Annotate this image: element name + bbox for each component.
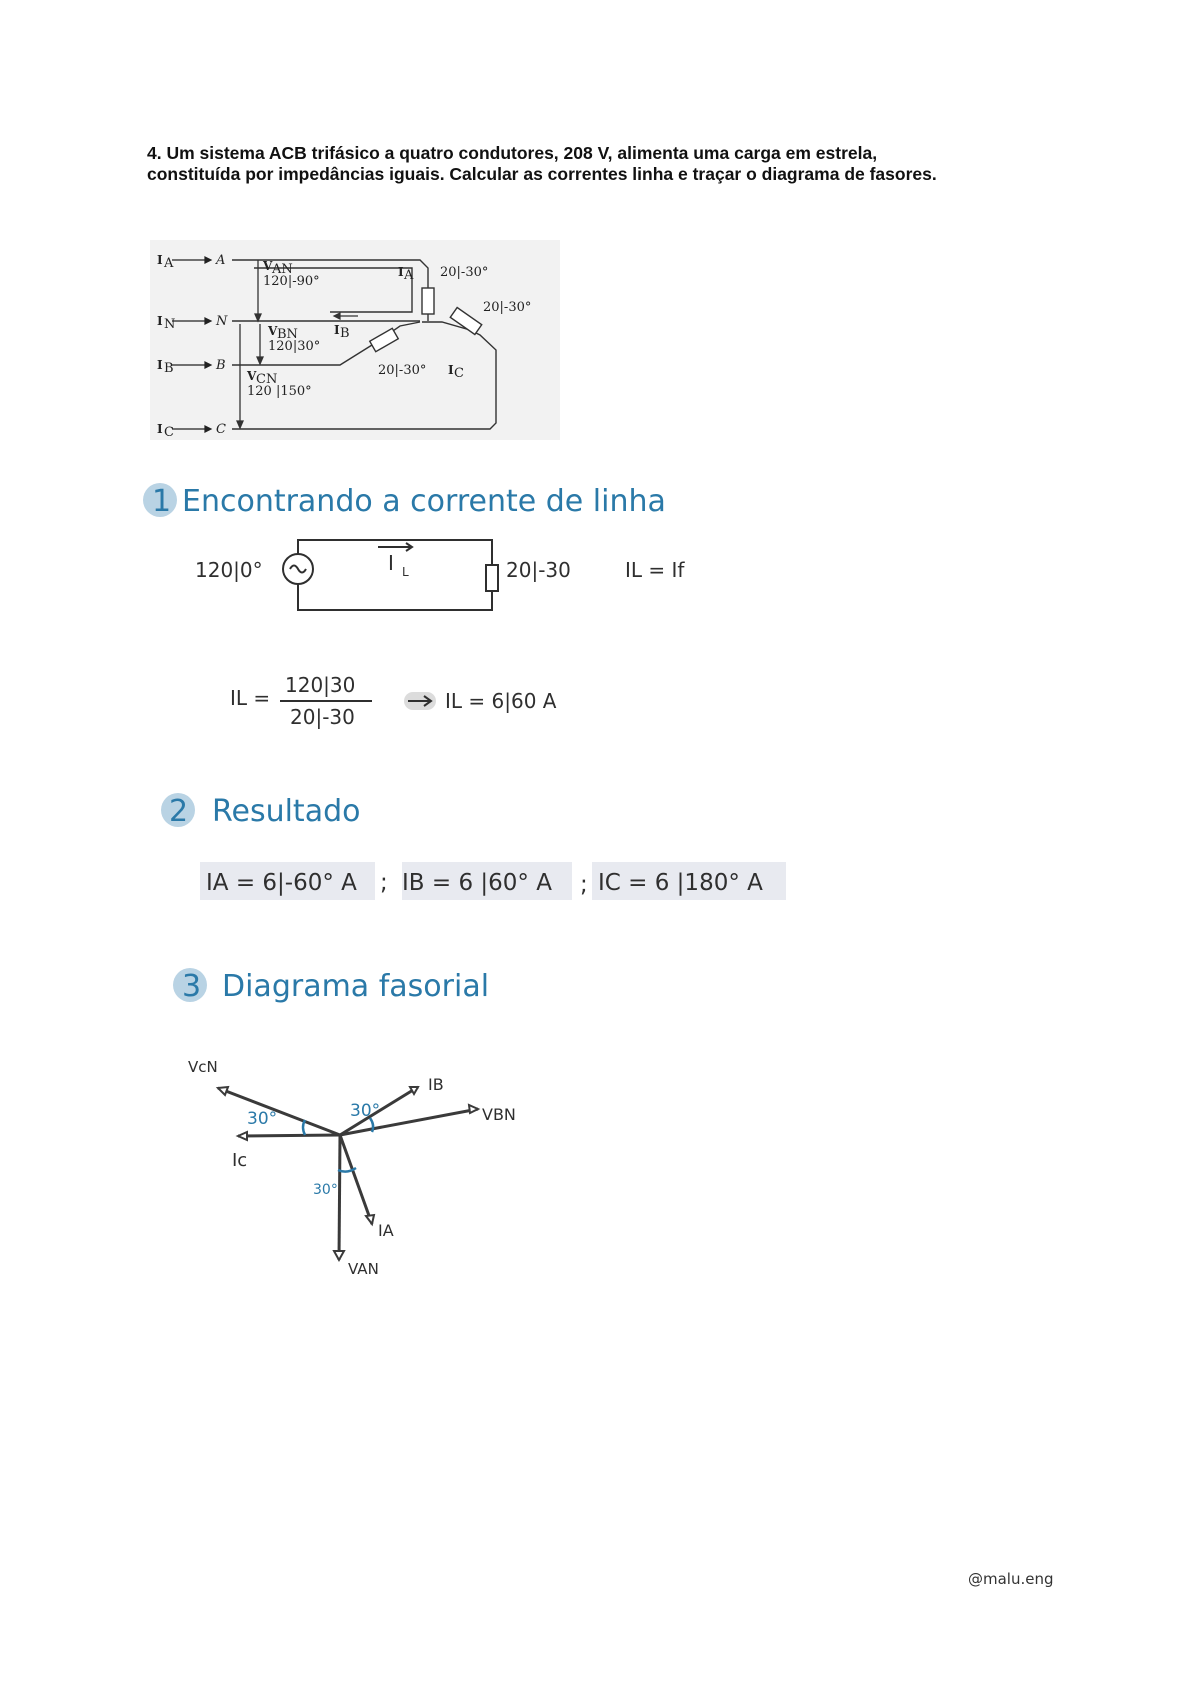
angle-label-1: 30° [247, 1109, 278, 1129]
arrowhead-ia-icon [366, 1215, 374, 1224]
svg-text:A: A [164, 256, 174, 271]
circuit-figure [150, 240, 560, 440]
v-cn-value: 120 |150° [247, 384, 312, 399]
svg-text:C: C [164, 425, 174, 440]
arrowhead-vcn-icon [218, 1087, 228, 1095]
result-ib: IB = 6 |60° A [402, 870, 552, 896]
z-c-label: 20|-30° [483, 300, 532, 315]
arrowhead-van-icon [334, 1251, 344, 1260]
angle-label-2: 30° [350, 1101, 381, 1121]
node-a: A [216, 253, 226, 268]
ia-label: I [398, 265, 404, 279]
input-label-a: I [157, 253, 163, 267]
label-vcn: VcN [188, 1058, 218, 1076]
label-ic: Ic [232, 1150, 248, 1171]
impedance-label: 20|-30 [506, 558, 571, 582]
ic-label: I [448, 363, 454, 377]
v-bn-value: 120|30° [268, 339, 321, 354]
step2-title: Resultado [212, 794, 361, 829]
step1-number: 1 [152, 484, 172, 519]
z-a-label: 20|-30° [440, 265, 489, 280]
node-b: B [216, 358, 226, 373]
phasor-ia [340, 1135, 372, 1224]
svg-text:N: N [164, 317, 176, 332]
formula-numerator: 120|30 [285, 673, 356, 697]
formula-denominator: 20|-30 [290, 705, 355, 729]
label-vbn: VBN [482, 1105, 516, 1124]
input-label-n: I [157, 314, 163, 328]
angle-label-3: 30° [313, 1182, 338, 1198]
relation-label: IL = If [625, 558, 685, 582]
problem-statement [147, 143, 1087, 185]
label-ib: IB [428, 1075, 444, 1094]
footer-handle: @malu.eng [968, 1570, 1054, 1588]
label-van: VAN [348, 1260, 379, 1278]
current-label: I [388, 551, 394, 575]
step2-section [140, 790, 840, 910]
phasor-van [339, 1135, 340, 1260]
node-n: N [216, 314, 228, 329]
result-ic: IC = 6 |180° A [598, 870, 763, 896]
result-ia: IA = 6|-60° A [206, 870, 357, 896]
arrowhead-vbn-icon [469, 1105, 478, 1113]
v-bn-label: V [268, 324, 278, 338]
input-label-b: I [157, 358, 163, 372]
phasor-ic [238, 1135, 340, 1136]
svg-text:BN: BN [277, 327, 298, 342]
step1-title: Encontrando a corrente de linha [182, 484, 666, 519]
input-label-c: I [157, 422, 163, 436]
problem-line-1: 4. Um sistema ACB trifásico a quatro condutores, 208 V, alimenta uma carga em estrela, [147, 143, 878, 163]
v-cn-label: V [247, 369, 257, 383]
svg-text:B: B [164, 361, 174, 376]
angle-arc-1 [303, 1120, 305, 1135]
arrowhead-ic-icon [238, 1132, 247, 1140]
svg-text:;: ; [380, 870, 388, 896]
current-sub: L [402, 565, 409, 579]
step3-title: Diagrama fasorial [222, 969, 490, 1004]
problem-line-2: constituída por impedâncias iguais. Calcular as correntes linha e traçar o diagrama de fasores. [147, 164, 937, 184]
formula-lhs: IL = [230, 686, 271, 710]
source-label: 120|0° [195, 558, 263, 582]
svg-text:;: ; [580, 872, 588, 898]
v-an-value: 120|-90° [263, 274, 320, 289]
svg-text:A: A [404, 268, 414, 283]
z-b-label: 20|-30° [378, 363, 427, 378]
phasor-vcn [218, 1088, 340, 1135]
step1-section [140, 480, 760, 740]
step2-number: 2 [169, 794, 189, 829]
v-an-label: V [263, 259, 273, 273]
label-ia: IA [378, 1221, 394, 1240]
ib-label: I [334, 323, 340, 337]
svg-text:CN: CN [256, 372, 278, 387]
svg-text:C: C [454, 366, 464, 381]
step3-section [160, 960, 580, 1290]
formula-result: IL = 6|60 A [445, 689, 557, 713]
step3-number: 3 [182, 969, 202, 1004]
svg-text:AN: AN [272, 262, 293, 277]
arrowhead-ib-icon [410, 1087, 418, 1094]
impedance-a [422, 288, 434, 314]
svg-text:B: B [340, 326, 350, 341]
node-c: C [216, 422, 226, 437]
